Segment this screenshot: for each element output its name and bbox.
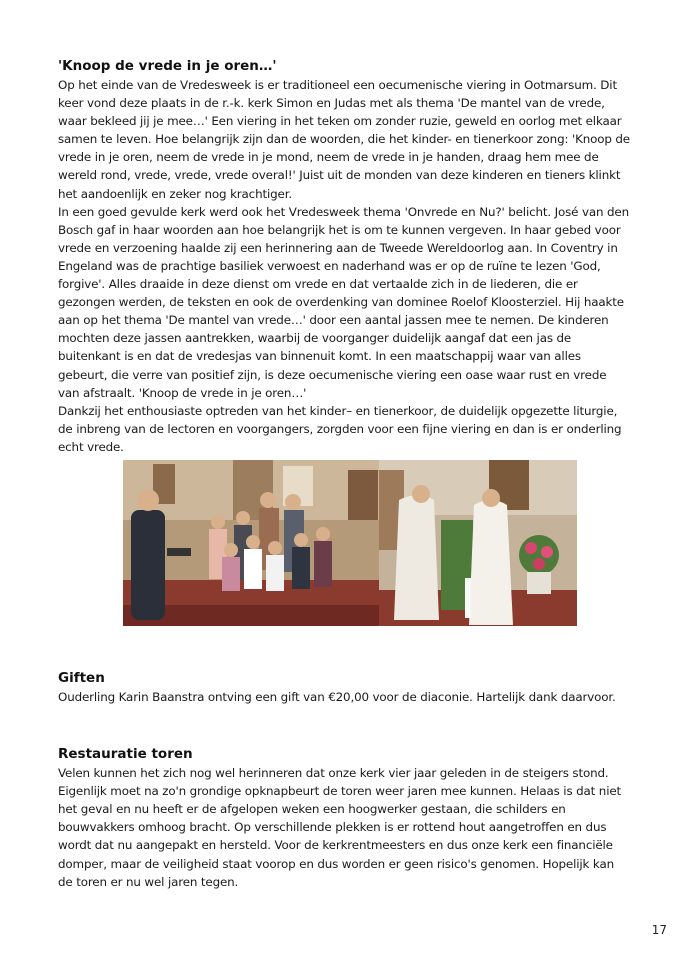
page-content <box>58 58 630 891</box>
paragraph: Op het einde van de Vredesweek is er traditioneel een oecumenische viering in Ootmarsum. Dit keer vond deze plaats in de r.-k. kerk Simon en Judas met als thema 'De mantel van de vrede, waar bekleed jij je mee…' Een viering in het teken om zonder ruzie, geweld en oorlog met elkaar samen te leven. Hoe belangrijk zijn dan de woorden, die het kinder- en tienerkoor zong: 'Knoop de vrede in je oren, neem de vrede in je mond, neem de vrede in je handen, draag hem mee de wereld rond, vrede, vrede, vrede overal!' Juist uit de monden van deze kinderen en tieners klinkt het aandoenlijk en zeker nog krachtiger. <box>58 78 630 201</box>
photo-ministers-candle <box>379 460 577 626</box>
photo-children-choir <box>123 460 389 626</box>
page-number: 17 <box>651 923 667 937</box>
paragraph: Ouderling Karin Baanstra ontving een gift van €20,00 voor de diaconie. Hartelijk dank daarvoor. <box>58 689 616 704</box>
paragraph: Velen kunnen het zich nog wel herinneren dat onze kerk vier jaar geleden in de steigers stond. Eigenlijk moet na zo'n grondige opknapbeurt de toren weer jaren mee kunnen. Helaas is dat niet het geval en nu heeft er de afgelopen weken een hoogwerker gestaan, die schilders en bouwvakkers omhoog bracht. Op verschillende plekken is er rottend hout aangetroffen en dus wordt dat nu aangepakt en hersteld. Voor de kerkrentmeesters en dus onze kerk een financiële domper, maar de veiligheid staat voorop en dus worden er geen risico's genomen. Hopelijk kan de toren er nu wel jaren tegen. <box>58 766 622 889</box>
paragraph: Dankzij het enthousiaste optreden van het kinder– en tienerkoor, de duidelijk opgezette liturgie, de inbreng van de lectoren en voorgangers, zorgden voor een fijne viering en dan is er onderling echt vrede. <box>58 403 622 454</box>
section-heading-knoop: 'Knoop de vrede in je oren…' <box>58 58 277 74</box>
photo-row <box>58 460 630 628</box>
section-heading-giften: Giften <box>58 669 105 686</box>
paragraph: In een goed gevulde kerk werd ook het Vredesweek thema 'Onvrede en Nu?' belicht. José van den Bosch gaf in haar woorden aan hoe belangrijk het is om te kunnen vergeven. In haar gebed voor vrede en verzoening haalde zij een herinnering aan de Tweede Wereldoorlog aan. In Coventry in Engeland was de prachtige basiliek verwoest en naderhand was er op de ruïne te lezen 'God, forgive'. Alles draaide in deze dienst om vrede en dat vertaalde zich in de liederen, die er gezongen werden, de teksten en ook de overdenking van dominee Roelof Kloosterziel. Hij haakte aan op het thema 'De mantel van vrede…' door een aantal jassen mee te nemen. De kinderen mochten deze jassen aantrekken, waarbij de voorganger duidelijk aangaf dat een jas de buitenkant is en dat de vredesjas van binnenuit komt. In een maatschappij waar van alles gebeurt, die verre van positief zijn, is deze oecumenische viering een oase waar rust en vrede van afstraalt. 'Knoop de vrede in je oren…' <box>58 204 629 400</box>
section-heading-restauratie: Restauratie toren <box>58 746 193 763</box>
